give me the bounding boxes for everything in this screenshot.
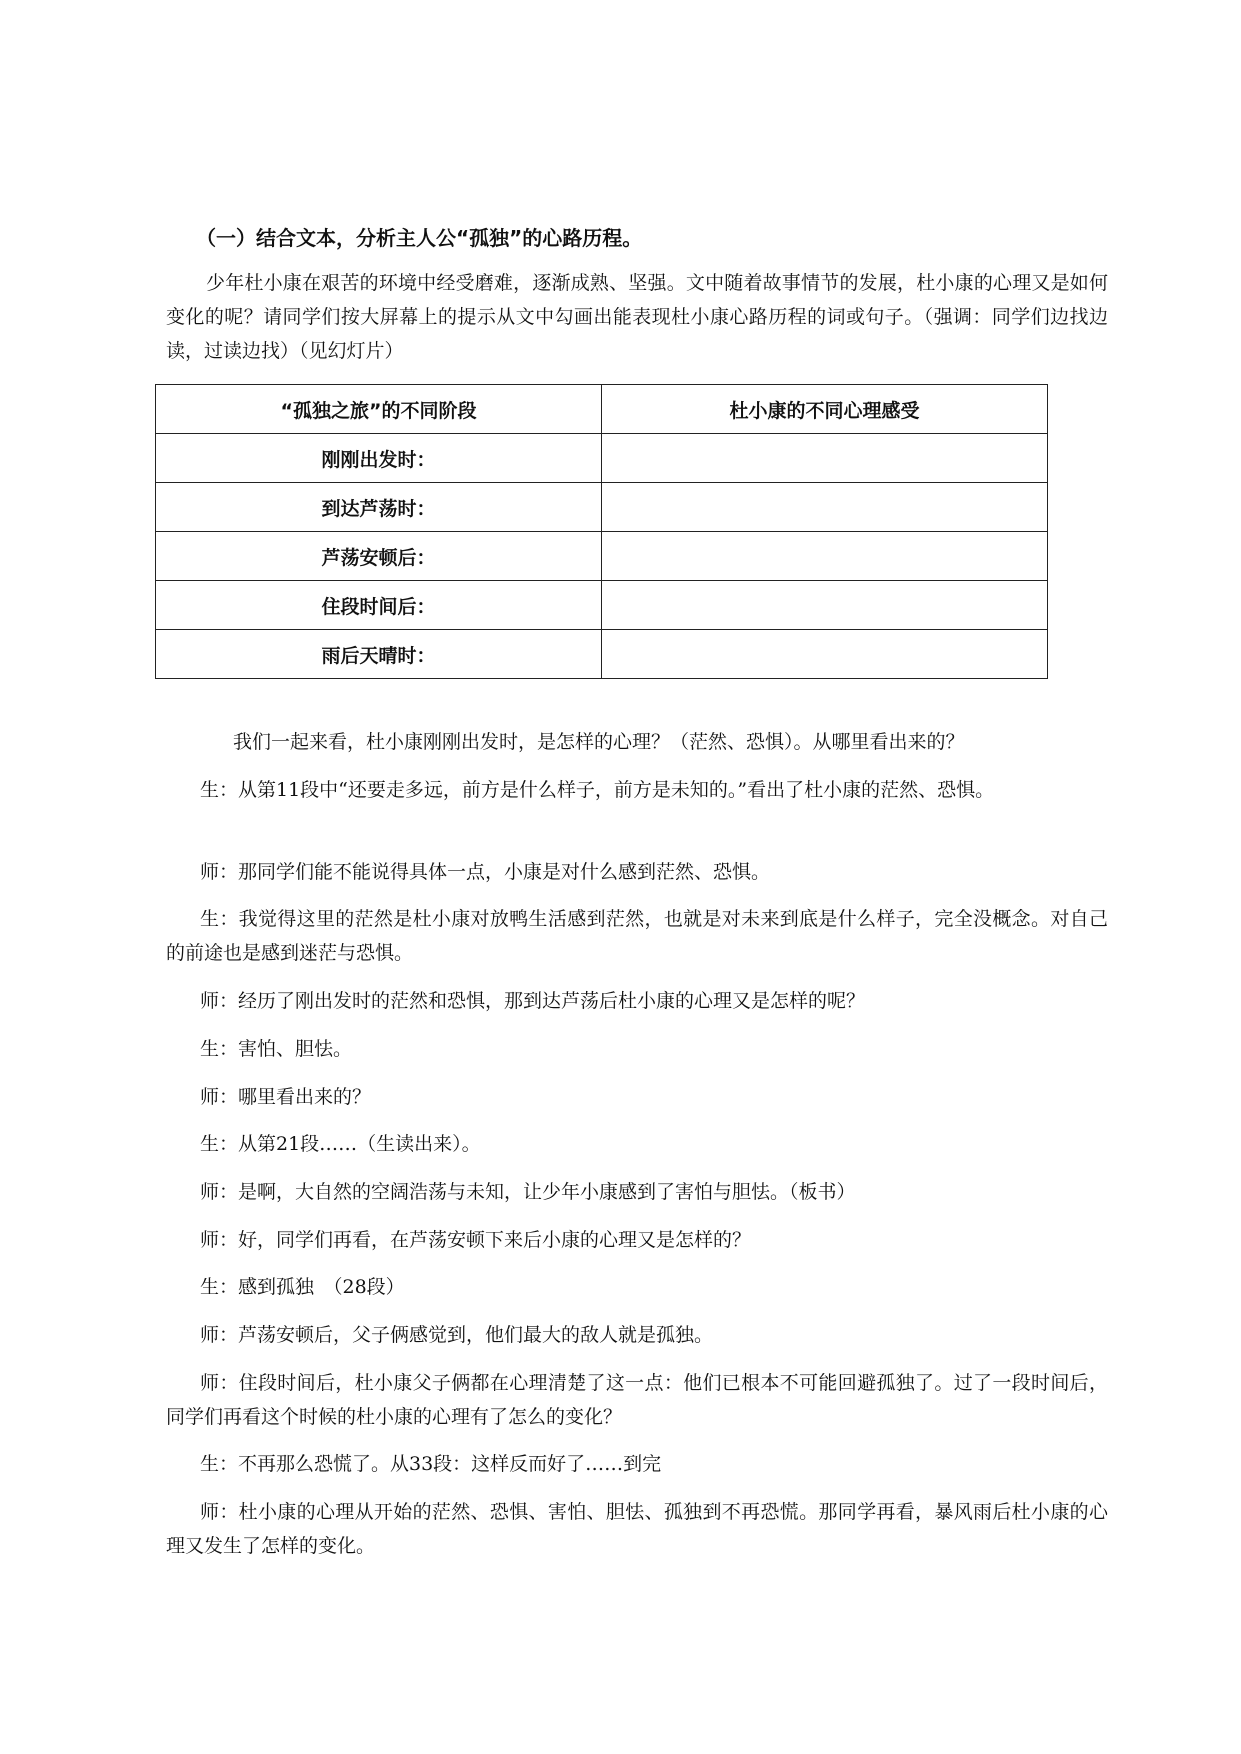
table-row [156,581,1048,630]
table-header-feeling: 杜小康的不同心理感受 [602,385,1048,434]
feeling-cell [602,532,1048,581]
stage-cell: 刚刚出发时： [156,434,602,483]
table-row [156,483,1048,532]
feeling-cell [602,483,1048,532]
table-header-stage: “孤独之旅”的不同阶段 [156,385,602,434]
table-row [156,630,1048,679]
dialog-paragraph: 师：那同学们能不能说得具体一点，小康是对什么感到茫然、恐惧。 [200,861,771,883]
dialog-paragraph: 生：从第21段……（生读出来）。 [200,1133,481,1155]
stage-cell: 住段时间后： [156,581,602,630]
dialog-paragraph: 师：杜小康的心理从开始的茫然、恐惧、害怕、胆怯、孤独到不再恐慌。那同学再看，暴风雨后杜小康的心理又发生了怎样的变化。 [166,1501,1108,1557]
dialog-paragraph: 师：芦荡安顿后，父子俩感觉到，他们最大的敌人就是孤独。 [200,1324,714,1346]
dialog-paragraph: 生：从第11段中“还要走多远，前方是什么样子，前方是未知的。”看出了杜小康的茫然、恐惧。 [200,779,995,801]
table-row [156,532,1048,581]
dialog-paragraph: 师：哪里看出来的？ [200,1086,372,1108]
table-header-row [156,385,1048,434]
intro-paragraph: 少年杜小康在艰苦的环境中经受磨难，逐渐成熟、坚强。文中随着故事情节的发展，杜小康的心理又是如何变化的呢？请同学们按大屏幕上的提示从文中勾画出能表现杜小康心路历程的词或句子。（强调：同学们边找边读，过读边找）（见幻灯片） [166,272,1108,362]
dialog-paragraph: 我们一起来看，杜小康刚刚出发时，是怎样的心理？（茫然、恐惧）。从哪里看出来的？ [233,731,965,753]
table-row [156,434,1048,483]
stages-table [155,384,1048,679]
dialog-paragraph: 生：不再那么恐慌了。从33段：这样反而好了……到完 [200,1453,662,1475]
dialog-paragraph: 师：住段时间后，杜小康父子俩都在心理清楚了这一点：他们已根本不可能回避孤独了。过了一段时间后，同学们再看这个时候的杜小康的心理有了怎么的变化？ [166,1372,1108,1428]
stage-cell: 到达芦荡时： [156,483,602,532]
dialog-paragraph: 生：害怕、胆怯。 [200,1038,353,1060]
dialog-paragraph: 师：好，同学们再看，在芦荡安顿下来后小康的心理又是怎样的？ [200,1229,752,1251]
feeling-cell [602,630,1048,679]
feeling-cell [602,434,1048,483]
stage-cell: 芦荡安顿后： [156,532,602,581]
section-heading: （一）结合文本，分析主人公“孤独”的心路历程。 [196,226,643,250]
dialog-paragraph: 师：经历了刚出发时的茫然和恐惧，那到达芦荡后杜小康的心理又是怎样的呢？ [200,990,866,1012]
dialog-paragraph: 生：我觉得这里的茫然是杜小康对放鸭生活感到茫然，也就是对未来到底是什么样子，完全没概念。对自己的前途也是感到迷茫与恐惧。 [166,908,1108,964]
dialog-paragraph: 生：感到孤独 （28段） [200,1276,405,1298]
stage-cell: 雨后天晴时： [156,630,602,679]
dialog-paragraph: 师：是啊，大自然的空阔浩荡与未知，让少年小康感到了害怕与胆怯。（板书） [200,1181,856,1203]
feeling-cell [602,581,1048,630]
